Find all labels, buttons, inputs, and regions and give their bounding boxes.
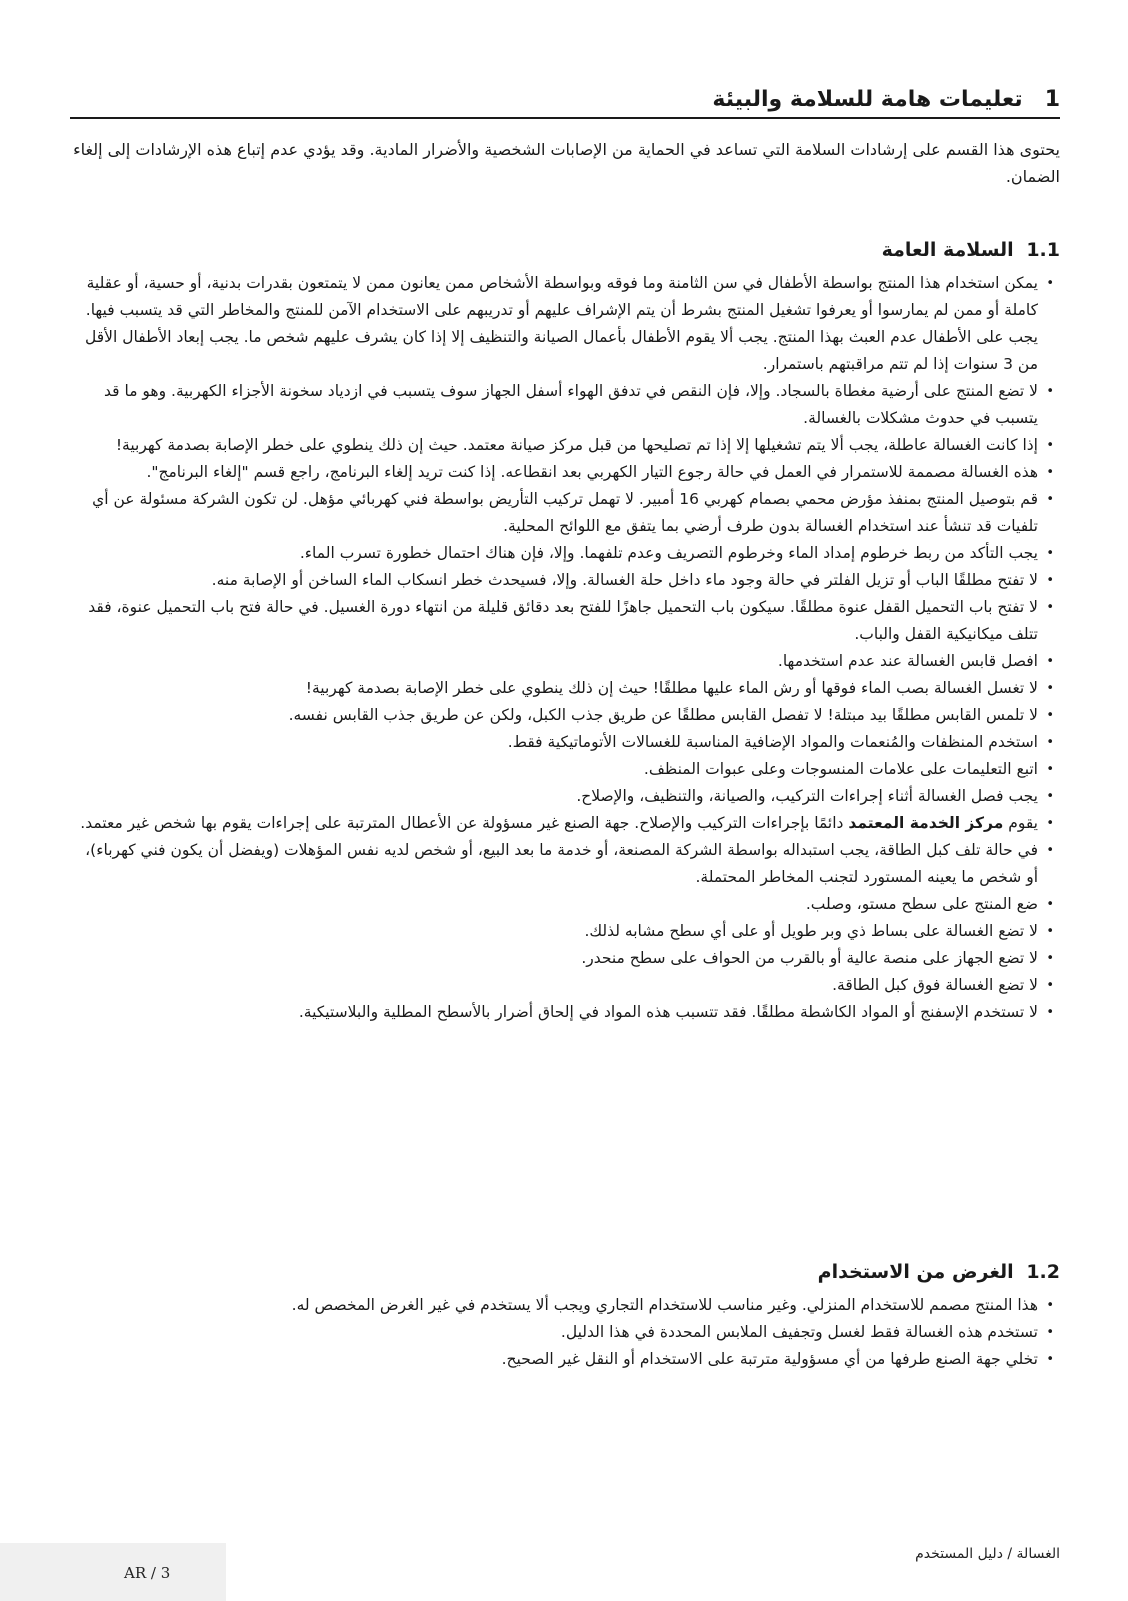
list-item: • لا تضع الغسالة فوق كبل الطاقة.	[70, 972, 1060, 999]
list-item: • لا تلمس القابس مطلقًا بيد مبتلة! لا تفصل القابس مطلقًا عن طريق جذب الكبل، ولكن عن طريق جذب القابس نفسه.	[70, 702, 1060, 729]
list-item: • هذه الغسالة مصممة للاستمرار في العمل في حالة رجوع التيار الكهربي بعد انقطاعه. إذا كنت تريد إلغاء البرنامج، راجع قسم "إلغاء البرنامج".	[70, 459, 1060, 486]
list-item: • يجب التأكد من ربط خرطوم إمداد الماء وخرطوم التصريف وعدم تلفهما. وإلا، فإن هناك احتمال خطورة تسرب الماء.	[70, 540, 1060, 567]
list-item: • استخدم المنظفات والمُنعمات والمواد الإضافية المناسبة للغسالات الأتوماتيكية فقط.	[70, 729, 1060, 756]
section-intended-use-title	[70, 1258, 1060, 1286]
section-general-safety-title	[70, 236, 1060, 264]
list-item: • افصل قابس الغسالة عند عدم استخدمها.	[70, 648, 1060, 675]
chapter-title	[70, 83, 1060, 119]
document-page	[70, 0, 1060, 1601]
footer-page-box	[0, 1543, 226, 1601]
list-item-authorized-service	[70, 810, 1060, 837]
service-prefix: يقوم	[1008, 814, 1038, 832]
authorized-service-center: مركز الخدمة المعتمد	[848, 814, 1004, 832]
list-item: • ضع المنتج على سطح مستو، وصلب.	[70, 891, 1060, 918]
list-item: • لا تستخدم الإسفنج أو المواد الكاشطة مطلقًا. فقد تتسبب هذه المواد في إلحاق أضرار بالأسطح المطلية والبلاستيكية.	[70, 999, 1060, 1026]
list-item: • لا تغسل الغسالة بصب الماء فوقها أو رش الماء عليها مطلقًا! حيث إن ذلك ينطوي على خطر الإصابة بصدمة كهربية!	[70, 675, 1060, 702]
list-item: • في حالة تلف كبل الطاقة، يجب استبداله بواسطة الشركة المصنعة، أو خدمة ما بعد البيع، أو شخص لديه نفس المؤهلات (ويفضل أن يكون فني كهرباء)، أو شخص ما يعينه المستورد لتجنب المخاطر المحتملة.	[70, 837, 1060, 891]
list-item: • هذا المنتج مصمم للاستخدام المنزلي. وغير مناسب للاستخدام التجاري ويجب ألا يستخدم في غير الغرض المخصص له.	[70, 1292, 1060, 1319]
section-title-text: السلامة العامة	[881, 239, 1014, 261]
section-title-text: الغرض من الاستخدام	[817, 1261, 1014, 1283]
section-number: 1.2	[1026, 1261, 1060, 1283]
list-item: • يمكن استخدام هذا المنتج بواسطة الأطفال في سن الثامنة وما فوقه وبواسطة الأشخاص ممن يعانون ممن لا يتمتعون بقدرات بدنية، أو حسية، أو عقلية كاملة أو ممن لم يمارسوا أو يعرفوا تشغيل المنتج بشرط أن يتم الإشراف عليهم أو تدريبهم على الاستخدام الآمن للمنتج والمخاطر التي قد يتسبب فيها. يجب على الأطفال عدم العبث بهذا المنتج. يجب ألا يقوم الأطفال بأعمال الصيانة والتنظيف إلا إذا كان يشرف عليهم شخص ما. يجب إبعاد الأطفال الأقل من 3 سنوات إذا لم تتم مراقبتهم باستمرار.	[70, 270, 1060, 378]
list-item: • إذا كانت الغسالة عاطلة، يجب ألا يتم تشغيلها إلا إذا تم تصليحها من قبل مركز صيانة معتمد. حيث إن ذلك ينطوي على خطر الإصابة بصدمة كهربية!	[70, 432, 1060, 459]
list-item: • يجب فصل الغسالة أثناء إجراءات التركيب، والصيانة، والتنظيف، والإصلاح.	[70, 783, 1060, 810]
list-item: • لا تفتح مطلقًا الباب أو تزيل الفلتر في حالة وجود ماء داخل حلة الغسالة. وإلا، فسيحدث خطر انسكاب الماء الساخن أو الإصابة منه.	[70, 567, 1060, 594]
general-safety-list	[70, 270, 1060, 1026]
list-item: • لا تضع الغسالة على بساط ذي وبر طويل أو على أي سطح مشابه لذلك.	[70, 918, 1060, 945]
chapter-number: 1	[1044, 86, 1060, 112]
list-item: • لا تضع الجهاز على منصة عالية أو بالقرب من الحواف على سطح منحدر.	[70, 945, 1060, 972]
page-number: AR / 3	[124, 1564, 171, 1582]
list-item: • اتبع التعليمات على علامات المنسوجات وعلى عبوات المنظف.	[70, 756, 1060, 783]
intended-use-list	[70, 1292, 1060, 1373]
list-item: • قم بتوصيل المنتج بمنفذ مؤرض محمي بصمام كهربي 16 أمبير. لا تهمل تركيب التأريض بواسطة فني كهربائي مؤهل. لن تكون الشركة مسئولة عن أي تلفيات قد تنشأ عند استخدام الغسالة بدون طرف أرضي بما يتفق مع اللوائح المحلية.	[70, 486, 1060, 540]
section-number: 1.1	[1026, 239, 1060, 261]
chapter-title-text: تعليمات هامة للسلامة والبيئة	[712, 86, 1023, 112]
intro-paragraph: يحتوى هذا القسم على إرشادات السلامة التي تساعد في الحماية من الإصابات الشخصية والأضرار المادية. وقد يؤدي عدم إتباع هذه الإرشادات إلى إلغاء الضمان.	[73, 140, 1060, 186]
service-rest: دائمًا بإجراءات التركيب والإصلاح. جهة الصنع غير مسؤولة عن الأعطال المترتبة على إجراءات يقوم بها شخص غير معتمد.	[80, 814, 844, 832]
list-item: • تخلي جهة الصنع طرفها من أي مسؤولية مترتبة على الاستخدام أو النقل غير الصحيح.	[70, 1346, 1060, 1373]
list-item: • تستخدم هذه الغسالة فقط لغسل وتجفيف الملابس المحددة في هذا الدليل.	[70, 1319, 1060, 1346]
list-item: • لا تضع المنتج على أرضية مغطاة بالسجاد. وإلا، فإن النقص في تدفق الهواء أسفل الجهاز سوف يتسبب في ازدياد سخونة الأجزاء الكهربية. وهو ما قد يتسبب في حدوث مشكلات بالغسالة.	[70, 378, 1060, 432]
footer-manual-title: الغسالة / دليل المستخدم	[915, 1546, 1060, 1562]
list-item: • لا تفتح باب التحميل القفل عنوة مطلقًا. سيكون باب التحميل جاهزًا للفتح بعد دقائق قليلة من انتهاء دورة الغسيل. في حالة فتح باب التحميل عنوة، فقد تتلف ميكانيكية القفل والباب.	[70, 594, 1060, 648]
